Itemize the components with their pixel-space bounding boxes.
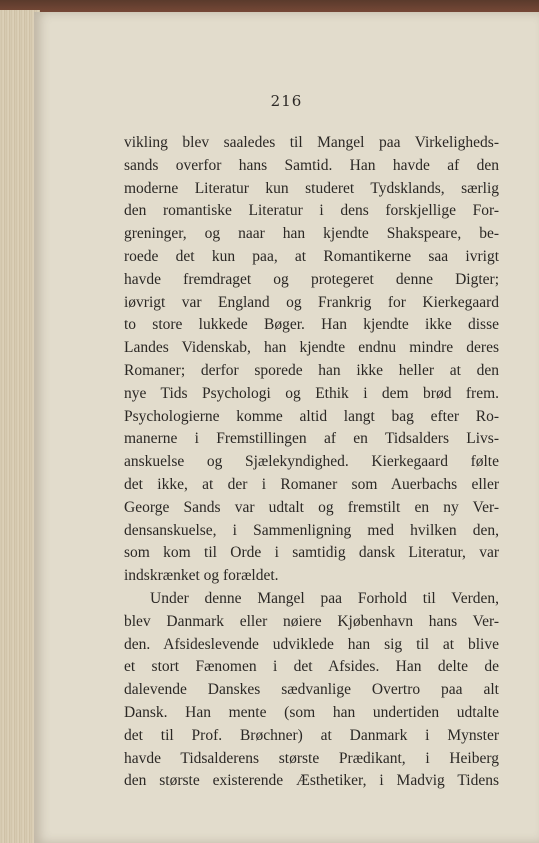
text-line: den romantiske Literatur i dens forskjellige For- [124,202,499,220]
text-line: manerne i Fremstillingen af en Tidsalders Livs- [124,430,499,448]
text-line: George Sands var udtalt og fremstilt en ny Ver- [124,498,499,516]
text-line: blev Danmark eller nøiere Kjøbenhavn hans Ver- [124,612,499,630]
text-line: indskrænket og forældet. [124,567,279,585]
text-line: Romaner; derfor sporede han ikke heller at den [124,361,499,379]
text-line: den største existerende Æsthetiker, i Madvig Tidens [124,772,499,790]
text-line: roede det kun paa, at Romantikerne saa ivrigt [124,247,499,265]
text-line: Psychologierne komme altid langt bag efter Ro- [124,407,499,425]
text-line: to store lukkede Bøger. Han kjendte ikke disse [124,316,499,334]
text-line: som kom til Orde i samtidig dansk Literatur, var [124,544,499,562]
text-line: sands overfor hans Samtid. Han havde af den [124,156,499,174]
text-line: Landes Videnskab, han kjendte endnu mindre deres [124,339,499,357]
text-line: det ikke, at der i Romaner som Auerbachs eller [124,475,499,493]
page-text [124,132,499,793]
text-line: iøvrigt var England og Frankrig for Kierkegaard [124,293,499,311]
book-page [34,12,539,843]
page-number: 216 [270,92,303,110]
text-line: vikling blev saaledes til Mangel paa Virkeligheds- [124,134,499,151]
text-line: densanskuelse, i Sammenligning med hvilken den, [124,521,499,539]
text-line: dalevende Danskes sædvanlige Overtro paa alt [124,681,499,699]
text-line: moderne Literatur kun studeret Tydsklands, særlig [124,179,499,197]
text-line: greninger, og naar han kjendte Shakspeare, be- [124,225,499,243]
text-line: det til Prof. Brøchner) at Danmark i Mynster [124,726,499,744]
text-line: havde Tidsalderens største Prædikant, i Heiberg [124,749,499,767]
text-line: den. Afsideslevende udviklede han sig til at blive [124,635,499,653]
text-line: havde fremdraget og protegeret denne Digter; [124,270,499,288]
text-line: nye Tids Psychologi og Ethik i dem brød frem. [124,384,499,402]
text-line: et stort Fænomen i det Afsides. Han delte de [124,658,499,676]
text-line: Under denne Mangel paa Forhold til Verden, [150,589,499,607]
text-line: Dansk. Han mente (som han undertiden udtalte [124,703,499,721]
text-line: anskuelse og Sjælekyndighed. Kierkegaard følte [124,453,499,471]
